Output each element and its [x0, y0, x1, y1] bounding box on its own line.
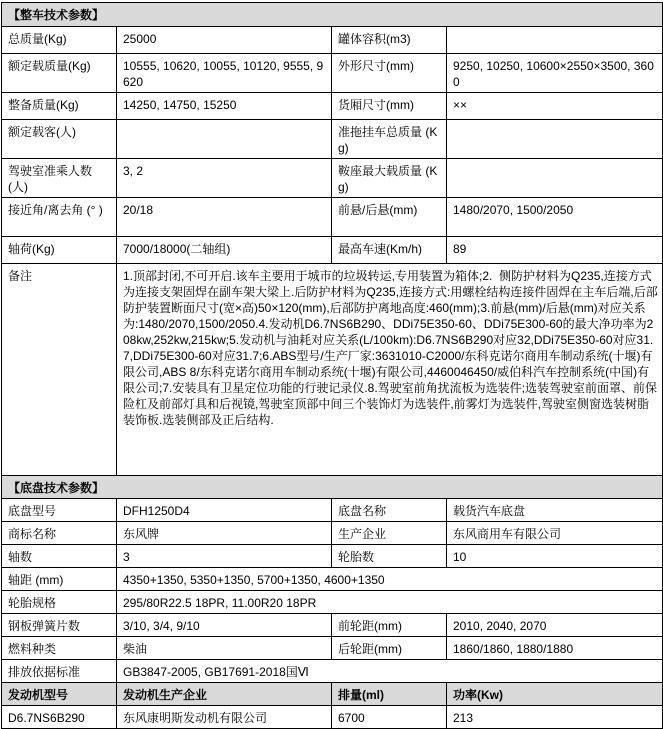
spec-label: 罐体容积(m3)	[332, 27, 447, 54]
chassis-section-title: 【底盘技术参数】	[2, 476, 663, 499]
spec-value: ××	[447, 93, 663, 120]
spec-label: 前轮距(mm)	[332, 614, 447, 637]
spec-row-cab-passengers	[2, 159, 663, 198]
spec-value: 东风商用车有限公司	[447, 522, 663, 545]
spec-value: 89	[447, 237, 663, 264]
engine-header-power: 功率(Kw)	[447, 683, 663, 706]
spec-row-wheelbase	[2, 568, 663, 591]
spec-value: 10	[447, 545, 663, 568]
spec-label: 准拖挂车总质量 (Kg)	[332, 120, 447, 159]
remarks-label: 备注	[2, 264, 117, 476]
vehicle-section-header-row	[2, 3, 663, 27]
spec-value	[447, 120, 663, 159]
engine-header-row	[2, 683, 663, 706]
spec-value: 25000	[117, 27, 332, 54]
spec-value: 柴油	[117, 637, 332, 660]
spec-label: 额定载质量(Kg)	[2, 54, 117, 93]
chassis-section-header-row	[2, 476, 663, 499]
spec-label: 轮胎规格	[2, 591, 117, 614]
spec-row-leaf-springs	[2, 614, 663, 637]
spec-label: 外形尺寸(mm)	[332, 54, 447, 93]
spec-label: 鞍座最大载质量 (Kg)	[332, 159, 447, 198]
remarks-text: 1.顶部封闭,不可开启.该车主要用于城市的垃圾转运,专用装置为箱体;2. 侧防护材料为Q235,连接方式为连接支架固焊在副车架大梁上.后防护材料为Q235,连接方式:用螺栓结构连接件固焊在主车后端,后部防护装置断面尺寸(宽×高)50×120(mm),后部防护离地高度:460(mm);3.前悬(mm)/后悬(mm)对应关系为:1480/2070,1500/2050.4.发动机D6.7NS6B290、DDi75E350-60、DDi75E300-60的最大净功率为208kw,252kw,215kw;5.发动机与油耗对应关系(L/100km):D6.7NS6B290对应32,DDi75E350-60对应31.7,DDi75E300-60对应31.7;6.ABS型号/生产厂家:3631010-C2000/东科克诺尔商用车制动系统(十堰)有限公司,ABS 8/东科克诺尔商用车制动系统(十堰)有限公司,4460046450/威伯科汽车控制系统(中国)有限公司;7.安装具有卫星定位功能的行驶记录仪.8.驾驶室前角扰流板为选装件;选装驾驶室前面罩、前保险杠及前部灯具和后视镜,驾驶室顶部中间三个装饰灯为选装件,前雾灯为选装件,驾驶室侧窗选装树脂装饰板.选装侧部及正后结构.	[117, 264, 663, 476]
spec-label: 总质量(Kg)	[2, 27, 117, 54]
spec-value: 载货汽车底盘	[447, 499, 663, 522]
spec-value: 7000/18000(二轴组)	[117, 237, 332, 264]
spec-value: 4350+1350, 5350+1350, 5700+1350, 4600+1350	[117, 568, 663, 591]
spec-label: 底盘名称	[332, 499, 447, 522]
spec-value: 14250, 14750, 15250	[117, 93, 332, 120]
spec-label: 额定载客(人)	[2, 120, 117, 159]
spec-label: 最高车速(Km/h)	[332, 237, 447, 264]
spec-label: 前悬/后悬(mm)	[332, 198, 447, 237]
spec-label: 排放依据标准	[2, 660, 117, 683]
spec-label: 轮胎数	[332, 545, 447, 568]
spec-row-approach-angle	[2, 198, 663, 237]
spec-row-axle-count	[2, 545, 663, 568]
spec-value: GB3847-2005, GB17691-2018国Ⅵ	[117, 660, 663, 683]
spec-value	[447, 159, 663, 198]
engine-power: 213	[447, 706, 663, 729]
engine-header-model: 发动机型号	[2, 683, 117, 706]
spec-row-emission-standard	[2, 660, 663, 683]
spec-value: 3, 2	[117, 159, 332, 198]
spec-label: 底盘型号	[2, 499, 117, 522]
vehicle-spec-table	[1, 2, 663, 729]
spec-row-rated-load	[2, 54, 663, 93]
engine-header-manufacturer: 发动机生产企业	[117, 683, 332, 706]
spec-label: 钢板弹簧片数	[2, 614, 117, 637]
spec-value: 10555, 10620, 10055, 10120, 9555, 9620	[117, 54, 332, 93]
spec-value: 9250, 10250, 10600×2550×3500, 3600	[447, 54, 663, 93]
spec-label: 整备质量(Kg)	[2, 93, 117, 120]
vehicle-section-title: 【整车技术参数】	[2, 3, 663, 27]
spec-value: 2010, 2040, 2070	[447, 614, 663, 637]
spec-value: 1860/1860, 1880/1880	[447, 637, 663, 660]
spec-value: 东风牌	[117, 522, 332, 545]
spec-value: 3	[117, 545, 332, 568]
spec-row-tire-spec	[2, 591, 663, 614]
spec-row-fuel-type	[2, 637, 663, 660]
spec-label: 商标名称	[2, 522, 117, 545]
spec-label: 后轮距(mm)	[332, 637, 447, 660]
engine-model: D6.7NS6B290	[2, 706, 117, 729]
spec-value	[117, 120, 332, 159]
spec-value: DFH1250D4	[117, 499, 332, 522]
spec-label: 货厢尺寸(mm)	[332, 93, 447, 120]
engine-header-displacement: 排量(ml)	[332, 683, 447, 706]
spec-value	[447, 27, 663, 54]
spec-row-curb-weight	[2, 93, 663, 120]
spec-row-brand	[2, 522, 663, 545]
spec-row-remarks	[2, 264, 663, 476]
spec-label: 轴荷(Kg)	[2, 237, 117, 264]
spec-label: 燃料种类	[2, 637, 117, 660]
spec-label: 轴距 (mm)	[2, 568, 117, 591]
spec-value: 3/10, 3/4, 9/10	[117, 614, 332, 637]
spec-row-rated-passengers	[2, 120, 663, 159]
spec-label: 接近角/离去角 (° )	[2, 198, 117, 237]
spec-label: 驾驶室准乘人数 (人)	[2, 159, 117, 198]
engine-manufacturer: 东风康明斯发动机有限公司	[117, 706, 332, 729]
spec-row-axle-load	[2, 237, 663, 264]
spec-value: 1480/2070, 1500/2050	[447, 198, 663, 237]
spec-label: 轴数	[2, 545, 117, 568]
spec-value: 295/80R22.5 18PR, 11.00R20 18PR	[117, 591, 663, 614]
spec-row-total-mass	[2, 27, 663, 54]
engine-data-row	[2, 706, 663, 729]
spec-value: 20/18	[117, 198, 332, 237]
engine-displacement: 6700	[332, 706, 447, 729]
spec-row-chassis-model	[2, 499, 663, 522]
spec-label: 生产企业	[332, 522, 447, 545]
